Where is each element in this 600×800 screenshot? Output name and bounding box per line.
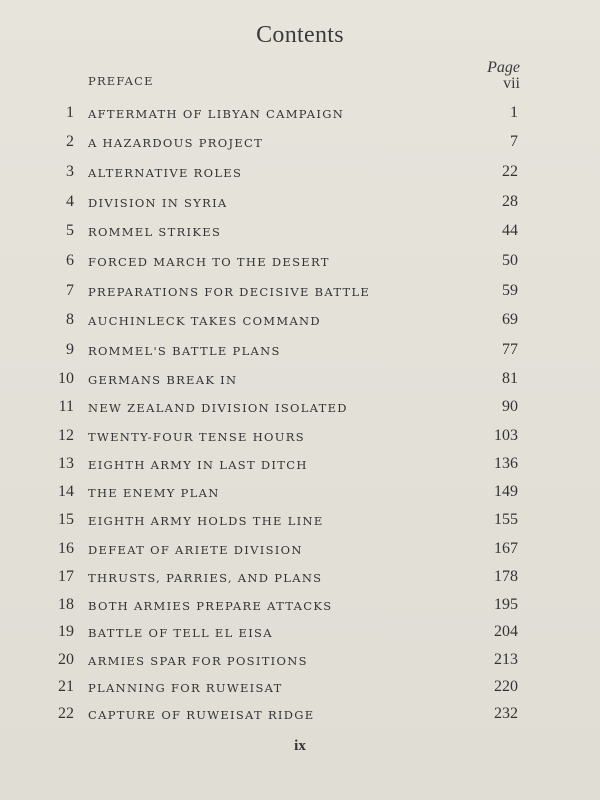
chapter-page-number: 7 bbox=[510, 133, 518, 150]
chapter-number: 4 bbox=[66, 193, 74, 210]
preface-page-number: vii bbox=[503, 75, 520, 92]
chapter-entry bbox=[0, 222, 600, 242]
chapter-entry bbox=[0, 705, 600, 725]
chapter-title: AFTERMATH OF LIBYAN CAMPAIGN bbox=[88, 107, 345, 121]
chapter-title: DIVISION IN SYRIA bbox=[88, 196, 228, 210]
chapter-number: 8 bbox=[66, 311, 74, 328]
chapter-page-number: 103 bbox=[494, 427, 518, 444]
chapter-title: A HAZARDOUS PROJECT bbox=[88, 136, 264, 150]
chapter-number: 13 bbox=[58, 455, 74, 472]
chapter-page-number: 220 bbox=[494, 678, 518, 695]
chapter-page-number: 204 bbox=[494, 623, 518, 640]
chapter-number: 16 bbox=[58, 540, 74, 557]
chapter-number: 18 bbox=[58, 596, 74, 613]
chapter-entry bbox=[0, 163, 600, 183]
chapter-title: ROMMEL STRIKES bbox=[88, 225, 222, 239]
chapter-number: 5 bbox=[66, 222, 74, 239]
chapter-number: 20 bbox=[58, 651, 74, 668]
chapter-number: 1 bbox=[66, 104, 74, 121]
chapter-entry bbox=[0, 104, 600, 124]
chapter-title: BATTLE OF TELL EL EISA bbox=[88, 626, 273, 640]
chapter-title: BOTH ARMIES PREPARE ATTACKS bbox=[88, 599, 333, 613]
chapter-entry bbox=[0, 596, 600, 616]
chapter-title: EIGHTH ARMY IN LAST DITCH bbox=[88, 458, 308, 472]
chapter-entry bbox=[0, 370, 600, 390]
chapter-entry bbox=[0, 398, 600, 418]
chapter-page-number: 178 bbox=[494, 568, 518, 585]
chapter-title: TWENTY-FOUR TENSE HOURS bbox=[88, 430, 305, 444]
chapter-page-number: 232 bbox=[494, 705, 518, 722]
chapter-page-number: 44 bbox=[502, 222, 518, 239]
chapter-page-number: 195 bbox=[494, 596, 518, 613]
chapter-entry bbox=[0, 455, 600, 475]
chapter-page-number: 28 bbox=[502, 193, 518, 210]
chapter-title: CAPTURE OF RUWEISAT RIDGE bbox=[88, 708, 315, 722]
chapter-number: 7 bbox=[66, 282, 74, 299]
chapter-page-number: 50 bbox=[502, 252, 518, 269]
chapter-number: 10 bbox=[58, 370, 74, 387]
chapter-title: FORCED MARCH TO THE DESERT bbox=[88, 255, 330, 269]
chapter-entry bbox=[0, 427, 600, 447]
chapter-entry bbox=[0, 540, 600, 560]
chapter-title: EIGHTH ARMY HOLDS THE LINE bbox=[88, 514, 324, 528]
chapter-title: AUCHINLECK TAKES COMMAND bbox=[88, 314, 321, 328]
chapter-entry bbox=[0, 678, 600, 698]
chapter-number: 19 bbox=[58, 623, 74, 640]
chapter-number: 3 bbox=[66, 163, 74, 180]
chapter-number: 6 bbox=[66, 252, 74, 269]
page-heading-word: Page bbox=[487, 59, 520, 76]
chapter-number: 11 bbox=[58, 398, 74, 415]
chapter-title: PREPARATIONS FOR DECISIVE BATTLE bbox=[88, 285, 371, 299]
chapter-page-number: 69 bbox=[502, 311, 518, 328]
chapter-page-number: 213 bbox=[494, 651, 518, 668]
chapter-number: 14 bbox=[58, 483, 74, 500]
chapter-entry bbox=[0, 282, 600, 302]
chapter-number: 22 bbox=[58, 705, 74, 722]
chapter-entry bbox=[0, 341, 600, 361]
chapter-page-number: 155 bbox=[494, 511, 518, 528]
chapter-page-number: 81 bbox=[502, 370, 518, 387]
chapter-page-number: 90 bbox=[502, 398, 518, 415]
chapter-page-number: 167 bbox=[494, 540, 518, 557]
chapter-title: THRUSTS, PARRIES, AND PLANS bbox=[88, 571, 323, 585]
chapter-title: THE ENEMY PLAN bbox=[88, 486, 220, 500]
chapter-page-number: 1 bbox=[510, 104, 518, 121]
chapter-number: 15 bbox=[58, 511, 74, 528]
chapter-entry bbox=[0, 483, 600, 503]
chapter-page-number: 22 bbox=[502, 163, 518, 180]
chapter-entry bbox=[0, 623, 600, 643]
chapter-entry bbox=[0, 133, 600, 153]
chapter-entry bbox=[0, 311, 600, 331]
chapter-title: NEW ZEALAND DIVISION ISOLATED bbox=[88, 401, 348, 415]
chapter-entry bbox=[0, 651, 600, 671]
chapter-number: 2 bbox=[66, 133, 74, 150]
chapter-number: 9 bbox=[66, 341, 74, 358]
chapter-entry bbox=[0, 568, 600, 588]
chapter-title: ROMMEL'S BATTLE PLANS bbox=[88, 344, 281, 358]
chapter-title: ALTERNATIVE ROLES bbox=[88, 166, 243, 180]
chapter-page-number: 59 bbox=[502, 282, 518, 299]
chapter-entry bbox=[0, 511, 600, 531]
chapter-page-number: 77 bbox=[502, 341, 518, 358]
page-folio: ix bbox=[294, 738, 306, 754]
chapter-title: GERMANS BREAK IN bbox=[88, 373, 238, 387]
chapter-title: PLANNING FOR RUWEISAT bbox=[88, 681, 283, 695]
chapter-page-number: 149 bbox=[494, 483, 518, 500]
chapter-page-number: 136 bbox=[494, 455, 518, 472]
chapter-number: 12 bbox=[58, 427, 74, 444]
chapter-entry bbox=[0, 193, 600, 213]
page-column-heading bbox=[487, 60, 520, 92]
chapter-entry bbox=[0, 252, 600, 272]
chapter-number: 17 bbox=[58, 568, 74, 585]
chapter-number: 21 bbox=[58, 678, 74, 695]
chapter-title: ARMIES SPAR FOR POSITIONS bbox=[88, 654, 308, 668]
preface-entry: PREFACE bbox=[88, 74, 154, 88]
page-title: Contents bbox=[256, 22, 344, 48]
chapter-title: DEFEAT OF ARIETE DIVISION bbox=[88, 543, 303, 557]
